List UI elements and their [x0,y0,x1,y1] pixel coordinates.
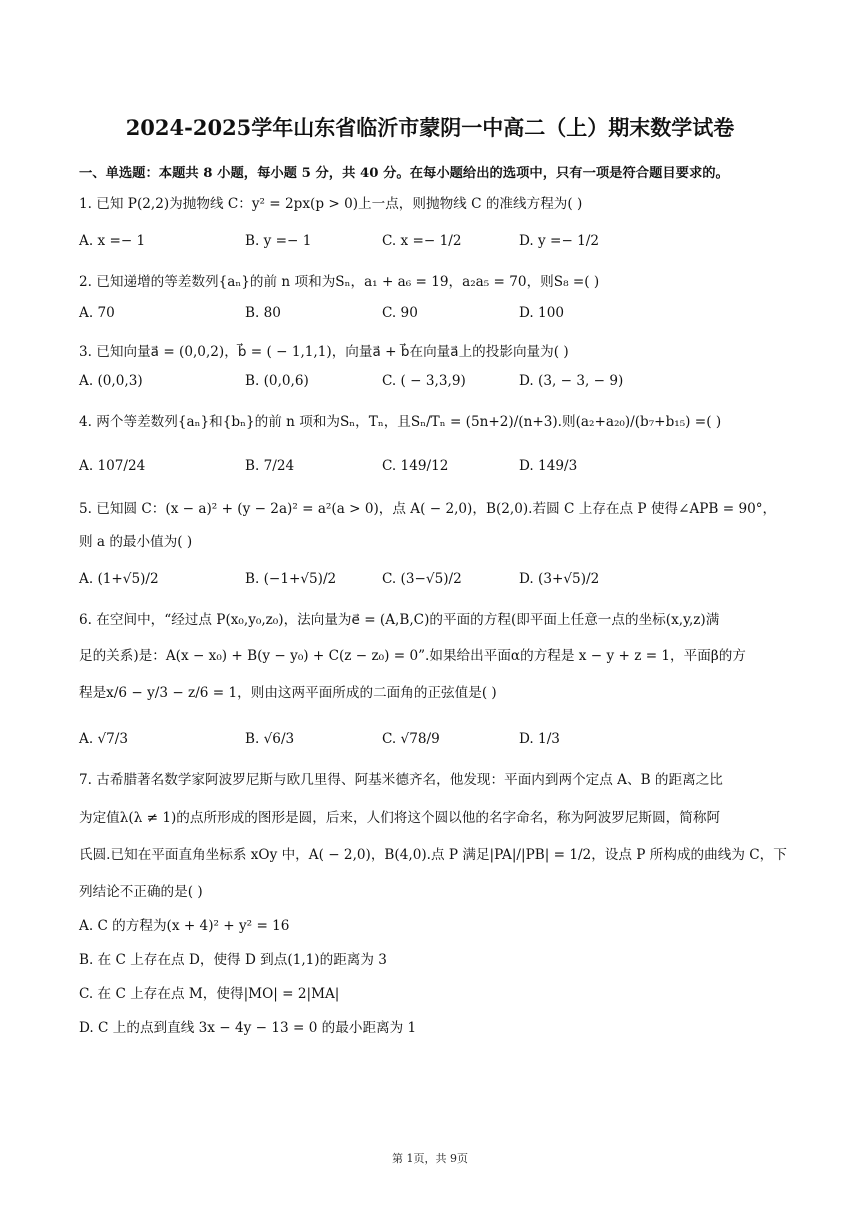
q3-option-a: A. (0,0,3) [79,373,143,389]
q6-option-a: A. √7/3 [79,731,128,747]
q5-option-b: B. (−1+√5)/2 [245,571,337,587]
q5-option-a: A. (1+√5)/2 [79,571,159,587]
question-6-stem-line-2: 足的关系)是：A(x − x₀) + B(y − y₀) + C(z − z₀) = 0”.如果给出平面α的方程是 x − y + z = 1，平面β的方 [79,648,746,664]
question-6-stem-line-1: 6. 在空间中，“经过点 P(x₀,y₀,z₀)，法向量为e⃗ = (A,B,C)的平面的方程(即平面上任意一点的坐标(x,y,z)满 [79,612,720,628]
q1-option-d: D. y =− 1/2 [519,233,600,249]
q3-option-d: D. (3, − 3, − 9) [519,373,624,389]
q3-option-b: B. (0,0,6) [245,373,309,389]
q4-option-c: C. 149/12 [382,458,449,474]
question-7-stem-line-2: 为定值λ(λ ≠ 1)的点所形成的图形是圆，后来，人们将这个圆以他的名字命名，称为阿波罗尼斯圆，简称阿 [79,810,721,826]
q4-option-b: B. 7/24 [245,458,295,474]
q4-option-a: A. 107/24 [79,458,146,474]
section-heading: 一、单选题：本题共 8 小题，每小题 5 分，共 40 分。在每小题给出的选项中，只有一项是符合题目要求的。 [79,166,729,181]
question-7-stem-line-3: 氏圆.已知在平面直角坐标系 xOy 中，A( − 2,0)，B(4,0).点 P 满足|PA|/|PB| = 1/2，设点 P 所构成的曲线为 C，下 [79,847,787,863]
question-5-stem-line-2: 则 a 的最小值为( ) [79,534,193,550]
question-3-stem: 3. 已知向量a⃗ = (0,0,2)，b⃗ = ( − 1,1,1)，向量a⃗ + b⃗在向量a⃗上的投影向量为( ) [79,344,569,360]
question-7-stem-line-4: 列结论不正确的是( ) [79,884,203,900]
q1-option-c: C. x =− 1/2 [382,233,462,249]
question-1-stem: 1. 已知 P(2,2)为抛物线 C：y² = 2px(p > 0)上一点，则抛物线 C 的准线方程为( ) [79,196,583,212]
question-7-stem-line-1: 7. 古希腊著名数学家阿波罗尼斯与欧几里得、阿基米德齐名，他发现：平面内到两个定点 A、B 的距离之比 [79,772,723,788]
q6-option-b: B. √6/3 [245,731,295,747]
question-5-stem-line-1: 5. 已知圆 C：(x − a)² + (y − 2a)² = a²(a > 0)，点 A( − 2,0)，B(2,0).若圆 C 上存在点 P 使得∠APB = 90°， [79,501,777,517]
question-2-stem: 2. 已知递增的等差数列{aₙ}的前 n 项和为Sₙ，a₁ + a₆ = 19，a₂a₅ = 70，则S₈ =( ) [79,274,600,290]
q5-option-c: C. (3−√5)/2 [382,571,462,587]
q6-option-c: C. √78/9 [382,731,440,747]
q7-option-a: A. C 的方程为(x + 4)² + y² = 16 [79,918,290,934]
question-4-stem: 4. 两个等差数列{aₙ}和{bₙ}的前 n 项和为Sₙ，Tₙ，且Sₙ/Tₙ = (5n+2)/(n+3).则(a₂+a₂₀)/(b₇+b₁₅) =( ) [79,414,722,430]
q7-option-b: B. 在 C 上存在点 D，使得 D 到点(1,1)的距离为 3 [79,952,387,968]
q7-option-c: C. 在 C 上存在点 M，使得|MO| = 2|MA| [79,986,340,1002]
q1-option-a: A. x =− 1 [79,233,146,249]
question-6-stem-line-3: 程是x/6 − y/3 − z/6 = 1，则由这两平面所成的二面角的正弦值是( ) [79,685,497,701]
q6-option-d: D. 1/3 [519,731,560,747]
q2-option-b: B. 80 [245,305,281,321]
page-footer: 第 1页，共 9页 [392,1152,468,1165]
q7-option-d: D. C 上的点到直线 3x − 4y − 13 = 0 的最小距离为 1 [79,1020,417,1036]
q5-option-d: D. (3+√5)/2 [519,571,600,587]
page-title: 2024-2025学年山东省临沂市蒙阴一中高二（上）期末数学试卷 [125,115,735,140]
q4-option-d: D. 149/3 [519,458,578,474]
q1-option-b: B. y =− 1 [245,233,312,249]
q2-option-a: A. 70 [79,305,115,321]
q3-option-c: C. ( − 3,3,9) [382,373,466,389]
q2-option-d: D. 100 [519,305,565,321]
q2-option-c: C. 90 [382,305,418,321]
